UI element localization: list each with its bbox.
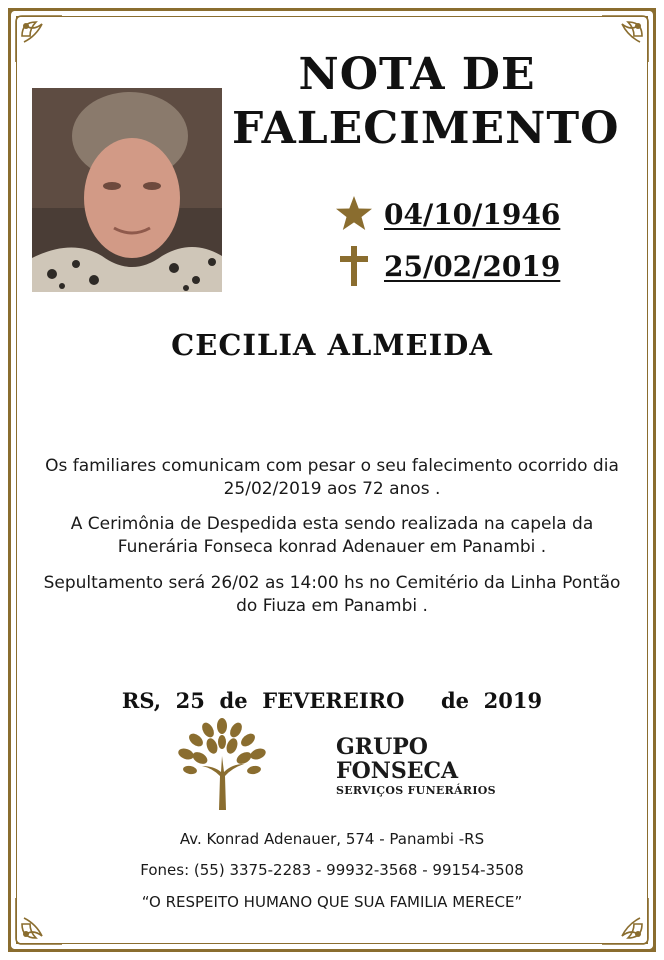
- brand-tagline: SERVIÇOS FUNERÁRIOS: [336, 784, 496, 797]
- place-and-date: RS, 25 de FEVEREIRO de 2019: [121, 688, 543, 713]
- corner-ornament: [598, 2, 662, 66]
- title-line-2: FALECIMENTO: [232, 103, 620, 154]
- birth-date-row: [332, 192, 560, 236]
- portrait-photo: [32, 88, 222, 292]
- corner-ornament: [2, 2, 66, 66]
- brand-name-line-2: FONSECA: [336, 758, 459, 784]
- phone-numbers: Fones: (55) 3375-2283 - 99932-3568 - 99154-3508: [140, 861, 524, 879]
- motto: “O RESPEITO HUMANO QUE SUA FAMILIA MERECE”: [141, 893, 523, 911]
- ceremony-paragraph: A Cerimônia de Despedida esta sendo realizada na capela da Funerária Fonseca konrad Adenauer em Panambi .: [70, 514, 594, 557]
- announcement-paragraph: Os familiares comunicam com pesar o seu falecimento ocorrido dia 25/02/2019 aos 72 anos .: [45, 456, 619, 499]
- brand-name-line-1: GRUPO: [336, 734, 428, 760]
- cross-icon: [332, 244, 376, 288]
- death-date-row: [332, 244, 560, 288]
- deceased-name: CECILIA ALMEIDA: [171, 328, 493, 362]
- burial-paragraph: Sepultamento será 26/02 as 14:00 hs no Cemitério da Linha Pontão do Fiuza em Panambi .: [43, 573, 621, 616]
- birth-date: 04/10/1946: [384, 197, 561, 231]
- star-icon: [332, 192, 376, 236]
- address: Av. Konrad Adenauer, 574 - Panambi -RS: [179, 830, 485, 848]
- title-line-1: NOTA DE: [298, 49, 536, 100]
- tree-icon: [176, 716, 268, 810]
- death-date: 25/02/2019: [384, 249, 561, 283]
